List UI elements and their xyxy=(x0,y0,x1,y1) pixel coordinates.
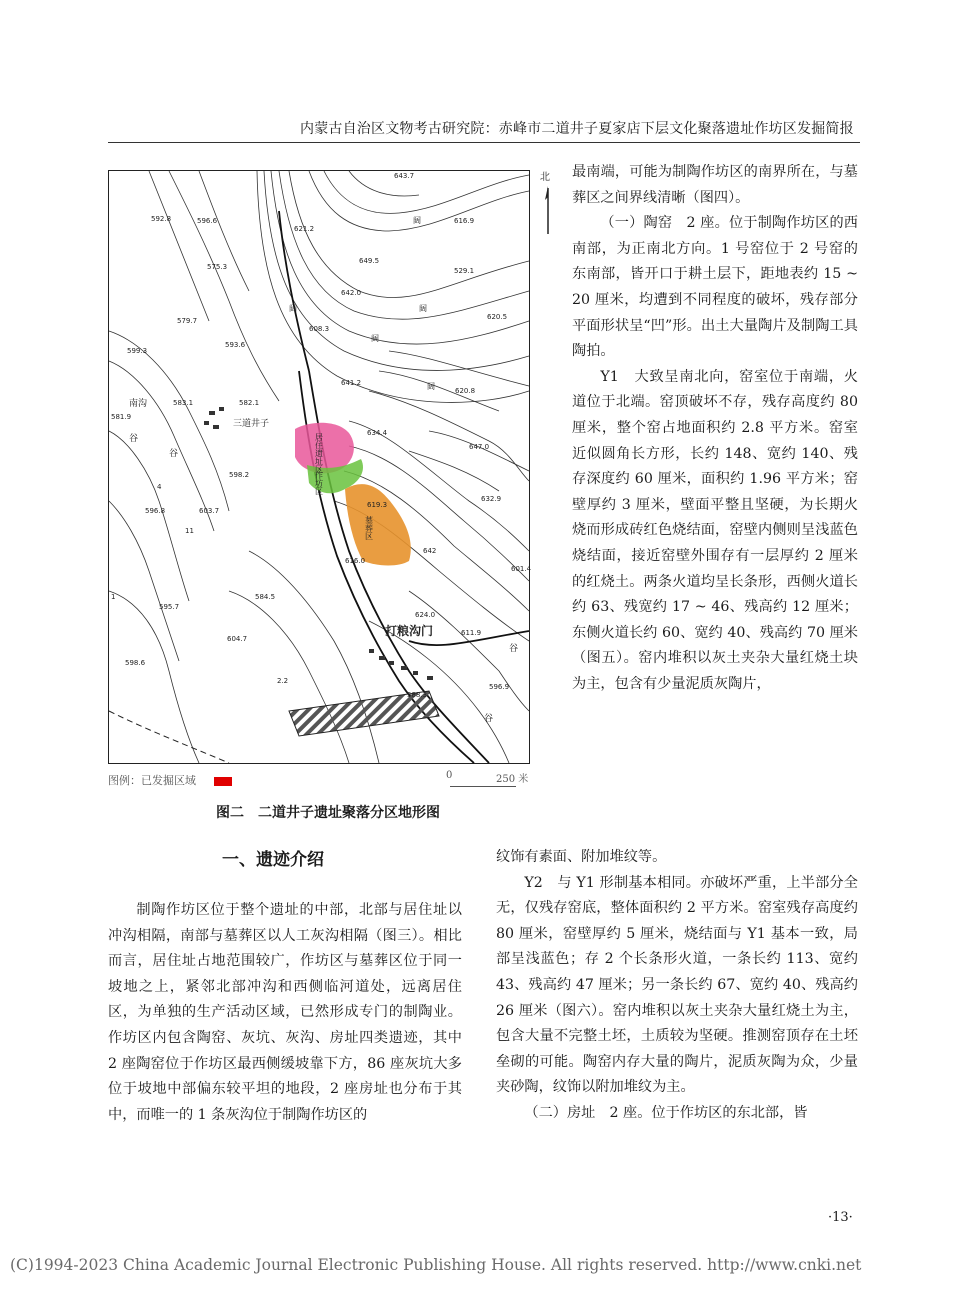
elev-label: 593.6 xyxy=(225,341,246,349)
elev-label: 582.1 xyxy=(239,399,260,407)
paragraph: Y1 大致呈南北向，窑室位于南端，火道位于北端。窑顶破坏不存，残存高度约 80 厘米，整个窑占地面积约 2.8 平方米。窑室近似圆角长方形，长约 148、宽约 140、残存深度约 60 厘米，面积约 1.96 平方米；窑壁厚约 3 厘米，壁面平整且坚硬，为长期火烧而形成砖红色烧结面，窑壁内侧则呈浅蓝色烧结面，接近窑壁外围存有一层厚约 2 厘米的红烧土。两条火道均呈长条形，西侧火道长约 63、残宽约 17 ~ 46、残高约 12 厘米；东侧火道长约 60、宽约 40、残高约 70 厘米（图五）。窑内堆积以灰土夹杂大量红烧土块为主，包含有少量泥质灰陶片， xyxy=(572,368,858,692)
valley-label: 南沟 xyxy=(129,399,148,409)
elev-label: 583.1 xyxy=(173,399,194,407)
elev-label: 649.5 xyxy=(359,257,380,265)
elev-label: 634.4 xyxy=(367,429,388,437)
running-header: 内蒙古自治区文物考古研究院：赤峰市二道井子夏家店下层文化聚落遗址作坊区发掘简报 xyxy=(300,121,854,137)
elev-label: 581.9 xyxy=(111,413,132,421)
map-svg xyxy=(109,171,532,763)
cemetery-zone-label: 墓葬区 xyxy=(364,516,374,540)
header-rule xyxy=(108,142,860,143)
elev-label: 529.1 xyxy=(454,267,475,275)
scale-line xyxy=(450,786,516,787)
left-column-body xyxy=(108,898,462,1128)
legend-label: 图例：已发掘区域 xyxy=(108,774,196,787)
map-legend xyxy=(108,772,232,788)
south-gully-label: 谷 xyxy=(129,434,139,444)
elev-label: 620.8 xyxy=(455,387,476,395)
elev-label: 596.8 xyxy=(145,507,166,515)
elev-label: 596.6 xyxy=(197,217,218,225)
elev-label: 575.3 xyxy=(207,263,228,271)
elev-label: 595.7 xyxy=(159,603,180,611)
elev-label: 620.5 xyxy=(487,313,508,321)
elev-label: 616.0 xyxy=(345,557,366,565)
topographic-map xyxy=(108,170,530,764)
woodland-labels xyxy=(289,215,435,391)
woodland-label: 阔 xyxy=(289,304,297,313)
scale-zero: 0 xyxy=(446,770,453,781)
boundary-dashed xyxy=(109,711,229,763)
elev-label: 588.3 xyxy=(407,691,428,699)
paragraph: （一）陶窑 2 座。位于制陶作坊区的西南部，为正南北方向。1 号窑位于 2 号窑的东南部，皆开口于耕土层下，距地表约 15 ~ 20 厘米，均遭到不同程度的破坏，残存部分平面形状呈“凹”形。出土大量陶片及制陶工具陶拍。 xyxy=(572,215,858,360)
daliang-gully-label: 打粮沟门 xyxy=(385,624,434,638)
elev-label: 598.2 xyxy=(229,471,250,479)
elev-label: 642.0 xyxy=(341,289,362,297)
paragraph: 最南端，可能为制陶作坊区的南界所在，与墓葬区之间界线清晰（图四）。 xyxy=(572,164,858,206)
elev-label: 579.7 xyxy=(177,317,198,325)
elev-label: 584.5 xyxy=(255,593,276,601)
paragraph: Y2 与 Y1 形制基本相同。亦破坏严重，上半部分全无，仅残存窑底，整体面积约 2 平方米。窑室残存高度约 80 厘米，窑壁厚约 5 厘米，烧结面与 Y1 基本一致，局部呈浅蓝色；存 2 个长条形火道，一条长约 113、宽约 43、残高约 47 厘米；另一条长约 67、宽约 40、残高约 26 厘米（图六）。窑内堆积以灰土夹杂大量红烧土为主，包含大量不完整土坯，土质较为坚硬。推测窑顶存在土坯垒砌的可能。陶窑内存大量的陶片，泥质灰陶为众，少量夹砂陶，纹饰以附加堆纹为主。 xyxy=(496,874,858,1096)
north-label: 北 xyxy=(540,172,550,183)
cemetery-zone xyxy=(345,484,411,565)
page-number: ·13· xyxy=(828,1210,853,1225)
valley-label: 谷 xyxy=(509,644,519,654)
woodland-label: 阔 xyxy=(371,334,379,343)
elev-label: 624.0 xyxy=(415,611,436,619)
scale-end: 250 米 xyxy=(496,774,529,785)
elev-label: 603.7 xyxy=(199,507,220,515)
elev-label: 619.3 xyxy=(367,501,388,509)
elev-label: 632.9 xyxy=(481,495,502,503)
elev-label: 601.4 xyxy=(511,565,532,573)
residential-zone-label: 居住遗址区 xyxy=(314,433,324,473)
right-column-top xyxy=(572,160,858,697)
section-title: 一、遗迹介绍 xyxy=(222,850,324,870)
woodland-label: 阔 xyxy=(419,304,427,313)
elev-label: 596.9 xyxy=(489,683,510,691)
elev-label: 641.2 xyxy=(341,379,362,387)
elev-label: 599.3 xyxy=(127,347,148,355)
elev-label: 647.0 xyxy=(469,443,490,451)
figure-caption: 图二 二道井子遗址聚落分区地形图 xyxy=(216,805,440,821)
north-arrow-icon xyxy=(538,170,558,240)
workshop-zone-label: 作坊区 xyxy=(314,471,324,495)
elev-label: 611.9 xyxy=(461,629,482,637)
paragraph: 制陶作坊区位于整个遗址的中部，北部与居住址以冲沟相隔，南部与墓葬区以人工灰沟相隔（图三）。相比而言，居住址占地范围较广，作坊区与墓葬区位于同一坡地之上，紧邻北部冲沟和西侧临河道处，远离居住区，为单独的生产活动区域，已然形成专门的制陶业。作坊区内包含陶窑、灰坑、灰沟、房址四类遗迹，其中 2 座陶窑位于作坊区最西侧缓坡靠下方，86 座灰坑大多位于坡地中部偏东较平坦的地段，2 座房址也分布于其中，而唯一的 1 条灰沟位于制陶作坊区的 xyxy=(108,902,462,1123)
elev-label: 1 xyxy=(111,593,116,601)
valley-label: 谷 xyxy=(484,714,494,724)
elev-label: 604.7 xyxy=(227,635,248,643)
copyright-footer: (C)1994-2023 China Academic Journal Electronic Publishing House. All rights reserved. http://www.cnki.net xyxy=(10,1256,862,1274)
legend-swatch xyxy=(214,777,232,786)
village-label: 三道井子 xyxy=(233,419,270,429)
elev-label: 608.3 xyxy=(309,325,330,333)
right-column-bottom xyxy=(496,845,858,1127)
elev-label: 621.2 xyxy=(294,225,315,233)
woodland-label: 阔 xyxy=(413,216,421,225)
elev-label: 4 xyxy=(157,483,162,491)
elev-label: 643.7 xyxy=(394,172,415,180)
paragraph: 纹饰有素面、附加堆纹等。 xyxy=(496,849,667,865)
elev-label: 616.9 xyxy=(454,217,475,225)
elev-label: 642 xyxy=(423,547,437,555)
elev-label: 11 xyxy=(185,527,194,535)
valley-label: 谷 xyxy=(169,449,179,459)
elev-label: 598.6 xyxy=(125,659,146,667)
elev-label: 2.2 xyxy=(277,677,289,685)
elev-label: 592.8 xyxy=(151,215,172,223)
paragraph: （二）房址 2 座。位于作坊区的东北部，皆 xyxy=(524,1104,808,1121)
woodland-label: 阔 xyxy=(427,382,435,391)
